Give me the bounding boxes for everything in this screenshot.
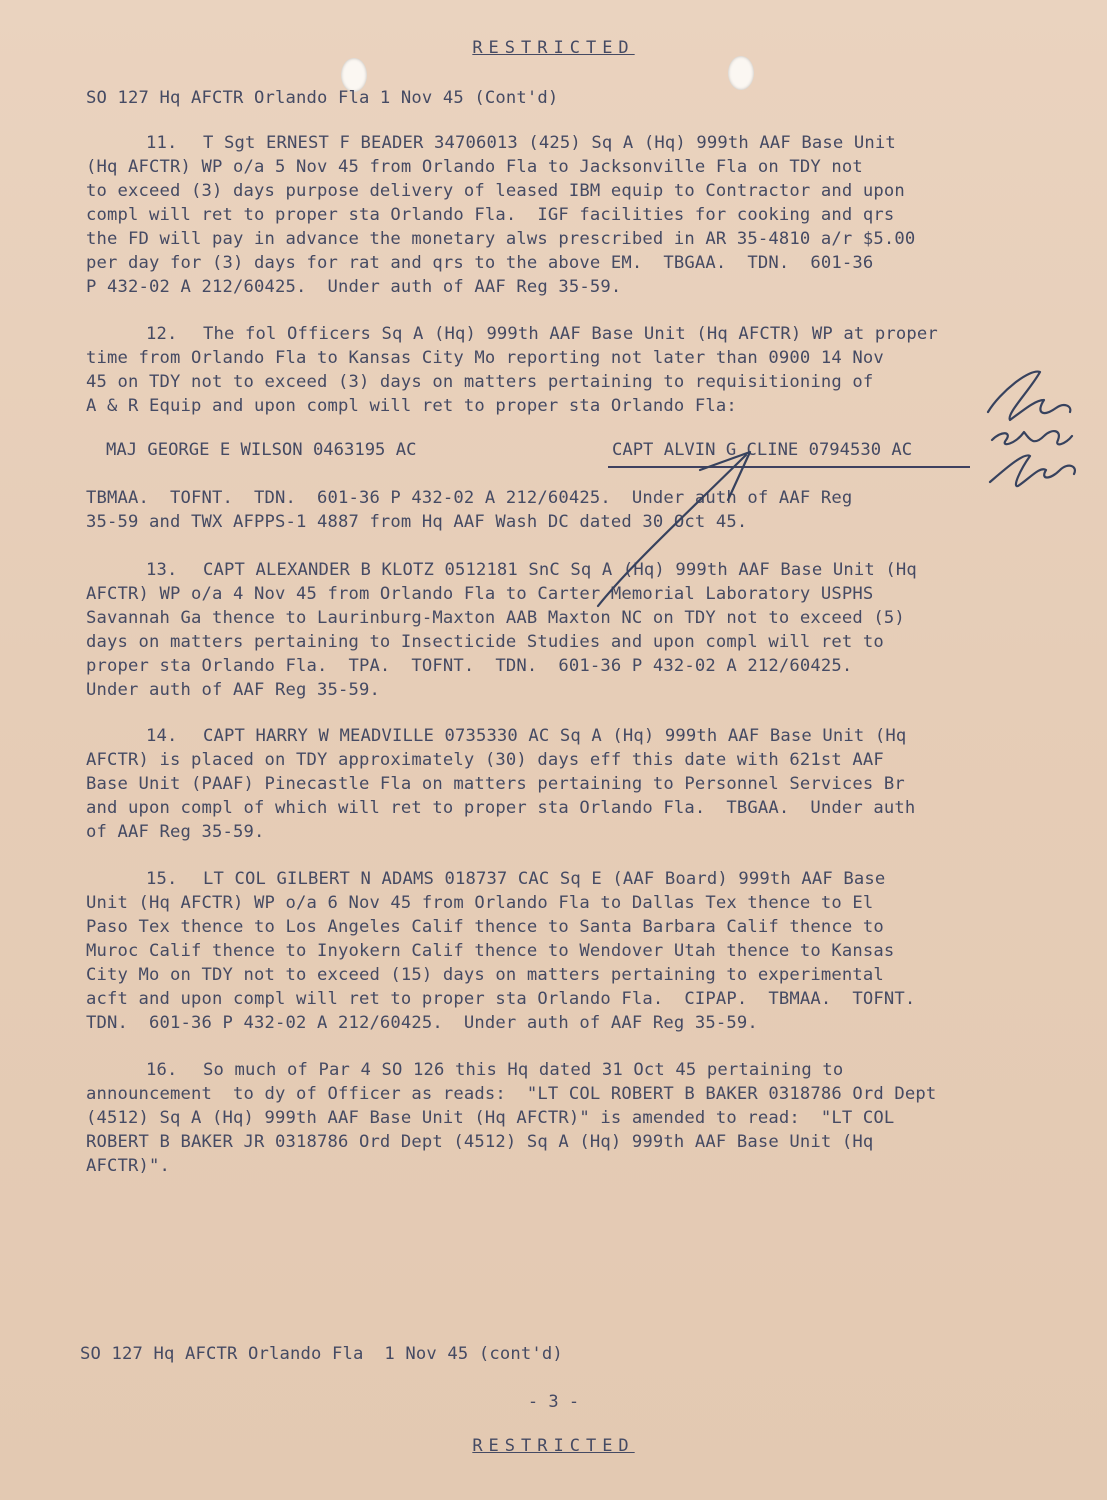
paragraph-line: Base Unit (PAAF) Pinecastle Fla on matters pertaining to Personnel Services Br — [86, 774, 905, 794]
paragraph-line: 45 on TDY not to exceed (3) days on matters pertaining to requisitioning of — [86, 372, 874, 392]
paragraph-line: (Hq AFCTR) WP o/a 5 Nov 45 from Orlando Fla to Jacksonville Fla on TDY not — [86, 157, 863, 177]
classification-footer: RESTRICTED — [472, 1436, 635, 1456]
paragraph-line: A & R Equip and upon compl will ret to proper sta Orlando Fla: — [86, 396, 737, 416]
paragraph-line: So much of Par 4 SO 126 this Hq dated 31 Oct 45 pertaining to — [203, 1060, 844, 1080]
paragraph-line: LT COL GILBERT N ADAMS 018737 CAC Sq E (AAF Board) 999th AAF Base — [203, 869, 886, 889]
paragraph-line: (4512) Sq A (Hq) 999th AAF Base Unit (Hq AFCTR)" is amended to read: "LT COL — [86, 1108, 895, 1128]
paragraph-number: 15. — [146, 869, 178, 889]
paragraph-line: per day for (3) days for rat and qrs to the above EM. TBGAA. TDN. 601-36 — [86, 253, 874, 273]
paragraph-line: TBMAA. TOFNT. TDN. 601-36 P 432-02 A 212/60425. Under auth of AAF Reg — [86, 488, 853, 508]
paragraph-number: 16. — [146, 1060, 178, 1080]
handwritten-note-file — [988, 372, 1070, 420]
paragraph-line: TDN. 601-36 P 432-02 A 212/60425. Under auth of AAF Reg 35-59. — [86, 1013, 758, 1033]
paragraph-line: Unit (Hq AFCTR) WP o/a 6 Nov 45 from Orlando Fla to Dallas Tex thence to El — [86, 893, 874, 913]
handwritten-note-orig — [992, 431, 1072, 444]
paragraph-line: CAPT ALEXANDER B KLOTZ 0512181 SnC Sq A (Hq) 999th AAF Base Unit (Hq — [203, 560, 917, 580]
classification-header: RESTRICTED — [472, 38, 635, 58]
paragraph-line: P 432-02 A 212/60425. Under auth of AAF Reg 35-59. — [86, 277, 622, 297]
handwritten-note-file-2 — [990, 455, 1075, 486]
paragraph-line: T Sgt ERNEST F BEADER 34706013 (425) Sq A (Hq) 999th AAF Base Unit — [203, 133, 896, 153]
paragraph-line: proper sta Orlando Fla. TPA. TOFNT. TDN. 601-36 P 432-02 A 212/60425. — [86, 656, 853, 676]
paragraph-line: AFCTR) is placed on TDY approximately (30) days eff this date with 621st AAF — [86, 750, 884, 770]
paragraph-line: Under auth of AAF Reg 35-59. — [86, 680, 380, 700]
paragraph-line: compl will ret to proper sta Orlando Fla. IGF facilities for cooking and qrs — [86, 205, 895, 225]
paragraph-number: 14. — [146, 726, 178, 746]
paragraph-number: 13. — [146, 560, 178, 580]
paragraph-line: AFCTR)". — [86, 1156, 170, 1176]
paragraph-line: the FD will pay in advance the monetary alws prescribed in AR 35-4810 a/r $5.00 — [86, 229, 916, 249]
officer-entry: CAPT ALVIN G CLINE 0794530 AC — [612, 440, 913, 460]
paragraph-line: and upon compl of which will ret to proper sta Orlando Fla. TBGAA. Under auth — [86, 798, 916, 818]
order-header-line: SO 127 Hq AFCTR Orlando Fla 1 Nov 45 (Cont'd) — [86, 88, 559, 108]
paragraph-line: announcement to dy of Officer as reads: "LT COL ROBERT B BAKER 0318786 Ord Dept — [86, 1084, 937, 1104]
paragraph-line: City Mo on TDY not to exceed (15) days on matters pertaining to experimental — [86, 965, 884, 985]
paragraph-line: Muroc Calif thence to Inyokern Calif thence to Wendover Utah thence to Kansas — [86, 941, 895, 961]
paragraph-number: 11. — [146, 133, 178, 153]
paragraph-line: time from Orlando Fla to Kansas City Mo reporting not later than 0900 14 Nov — [86, 348, 884, 368]
paragraph-number: 12. — [146, 324, 178, 344]
paragraph-line: to exceed (3) days purpose delivery of leased IBM equip to Contractor and upon — [86, 181, 905, 201]
paragraph-line: The fol Officers Sq A (Hq) 999th AAF Base Unit (Hq AFCTR) WP at proper — [203, 324, 938, 344]
paragraph-line: Paso Tex thence to Los Angeles Calif thence to Santa Barbara Calif thence to — [86, 917, 884, 937]
paragraph-line: Savannah Ga thence to Laurinburg-Maxton AAB Maxton NC on TDY not to exceed (5) — [86, 608, 905, 628]
paragraph-line: ROBERT B BAKER JR 0318786 Ord Dept (4512) Sq A (Hq) 999th AAF Base Unit (Hq — [86, 1132, 874, 1152]
handwritten-arrow-shaft — [598, 455, 746, 606]
paragraph-line: CAPT HARRY W MEADVILLE 0735330 AC Sq A (Hq) 999th AAF Base Unit (Hq — [203, 726, 907, 746]
order-footer-line: SO 127 Hq AFCTR Orlando Fla 1 Nov 45 (cont'd) — [80, 1344, 563, 1364]
paragraph-line: 35-59 and TWX AFPPS-1 4887 from Hq AAF Wash DC dated 30 Oct 45. — [86, 512, 748, 532]
paragraph-line: days on matters pertaining to Insecticide Studies and upon compl will ret to — [86, 632, 884, 652]
paragraph-line: acft and upon compl will ret to proper sta Orlando Fla. CIPAP. TBMAA. TOFNT. — [86, 989, 916, 1009]
paragraph-line: of AAF Reg 35-59. — [86, 822, 265, 842]
paragraph-line: AFCTR) WP o/a 4 Nov 45 from Orlando Fla to Carter Memorial Laboratory USPHS — [86, 584, 874, 604]
officer-entry: MAJ GEORGE E WILSON 0463195 AC — [106, 440, 417, 460]
page-number: - 3 - — [527, 1392, 580, 1412]
